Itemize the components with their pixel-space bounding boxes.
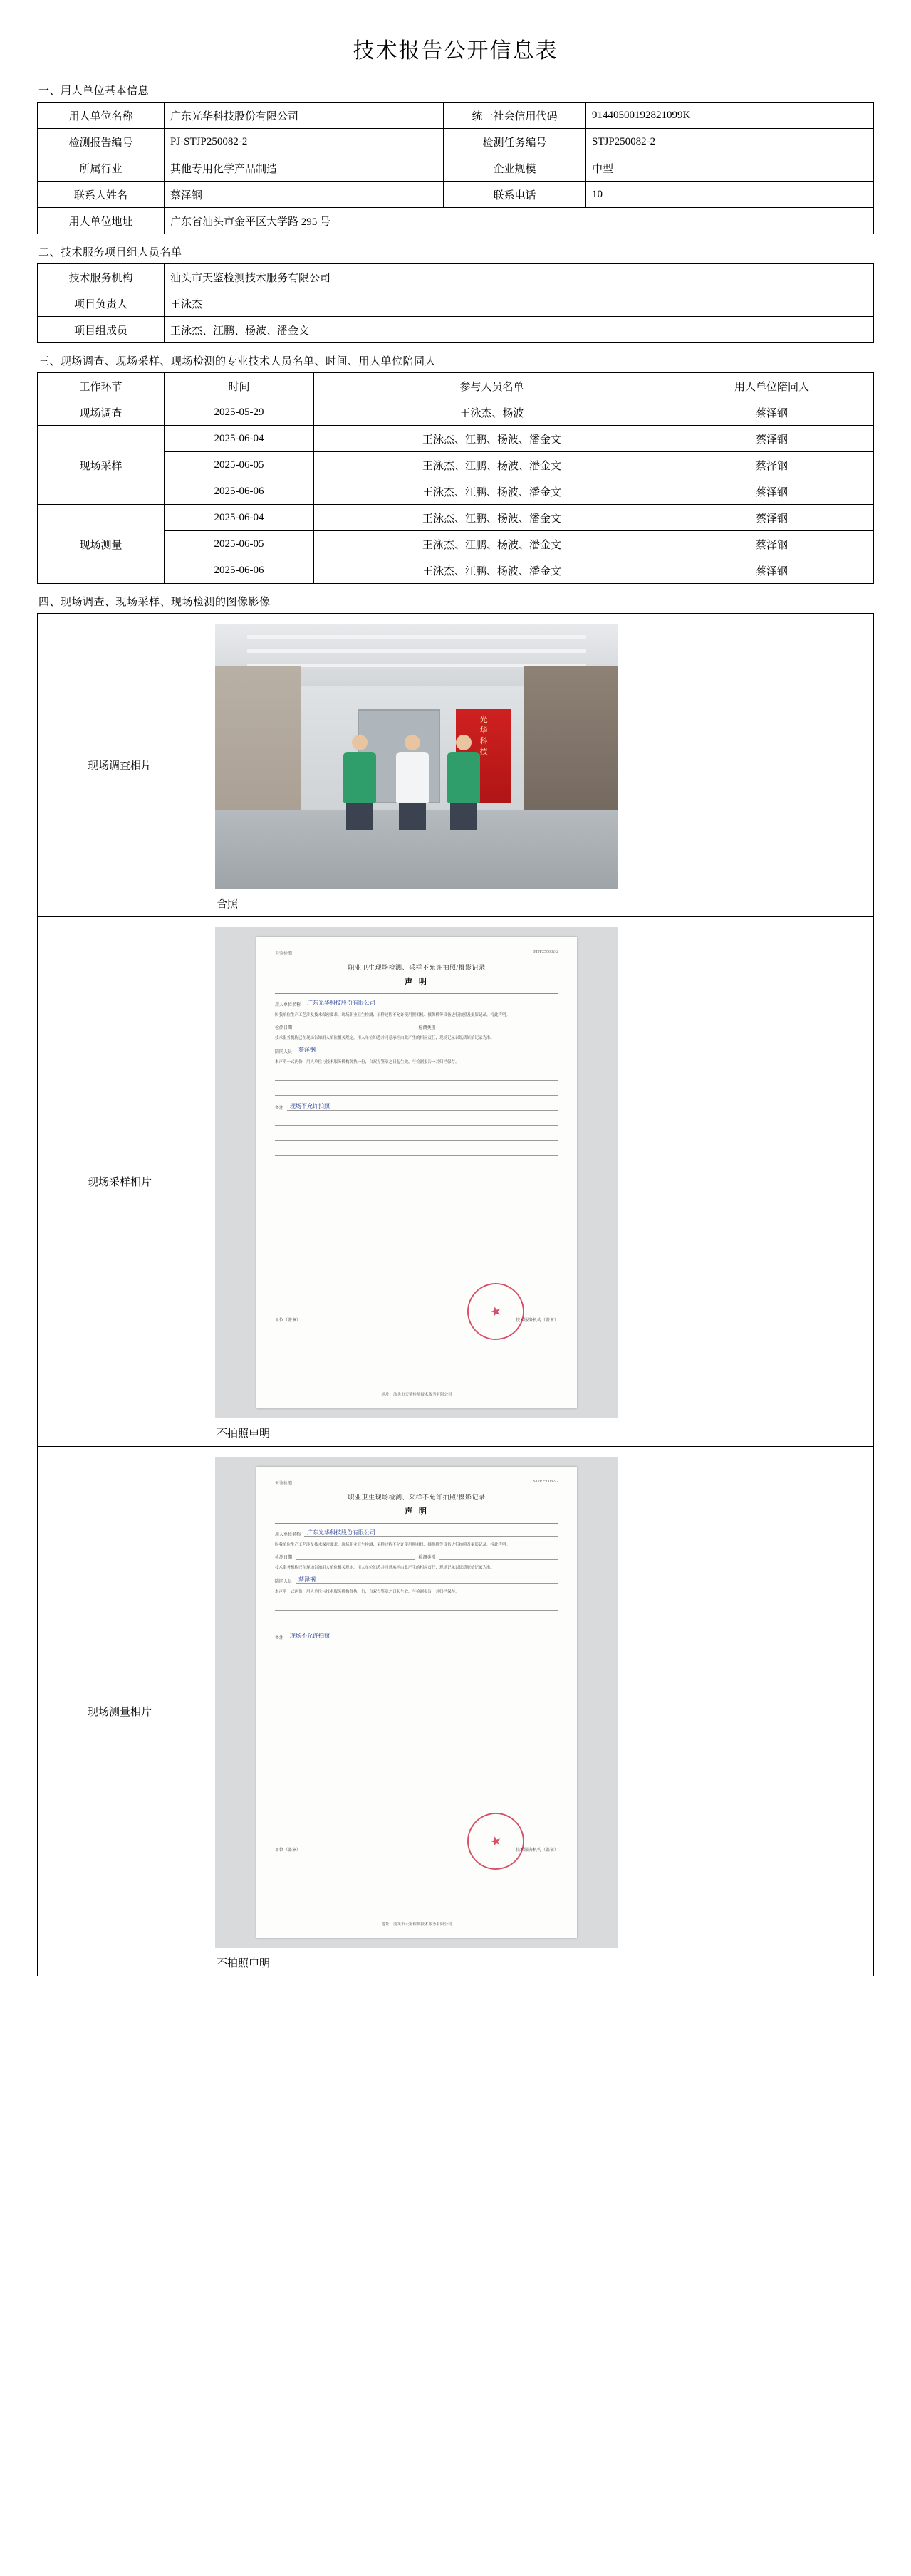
col-escort: 用人单位陪同人 bbox=[670, 373, 874, 399]
scan-subtitle: 职业卫生现场检测、采样不允许拍照/摄影记录 bbox=[348, 1494, 486, 1501]
project-members-label: 项目组成员 bbox=[38, 317, 165, 343]
address-value: 广东省汕头市金平区大学路 295 号 bbox=[165, 208, 874, 234]
image-caption-sampling: 不拍照申明 bbox=[217, 1428, 271, 1440]
table-row bbox=[38, 129, 874, 155]
date-cell: 2025-06-06 bbox=[165, 478, 314, 505]
date-cell: 2025-05-29 bbox=[165, 399, 314, 426]
scan-sign-right: 技术服务机构（盖章） bbox=[515, 1319, 558, 1323]
scan-company-label: 用人单位名称 bbox=[275, 1533, 301, 1537]
report-no-value: PJ-STJP250082-2 bbox=[165, 129, 444, 155]
table-row bbox=[38, 317, 874, 343]
image-label-sampling: 现场采样相片 bbox=[38, 917, 202, 1447]
scan-subtitle: 职业卫生现场检测、采样不允许拍照/摄影记录 bbox=[348, 964, 486, 971]
people-cell: 王泳杰、江鹏、杨波、潘金文 bbox=[314, 426, 670, 452]
scanned-sheet: 天鉴检测 STJP250082-2 职业卫生现场检测、采样不允许拍照/摄影记录 声 明 用人单位名称 广东光华科技股份有限公司 因我单位生产工艺涉及技术保密要求，现场职业卫生检测、采样过程不允许使用照相机、摄像机等设备进行拍照及摄影记录，特此声明。 检测日期 检测类别 技术服务机构已在现场告知用人单位相关规定，用人单位知悉并同意承担由此产生的相应责任，现场记录以纸质原始记录为准。 陪同人员 蔡泽钢 本声明一式两份，用人单位与技术服务机构各执一份，自双方签章之日起生效，与检测报告一并归档保存。 备注 现场不允许拍照 单位（盖章） 技术服务机构（盖章） ★ 地址：汕头市天鉴检测技术服务有限公司 bbox=[256, 937, 577, 1408]
site-survey-photo bbox=[215, 624, 618, 889]
scan-title: 声 明 bbox=[405, 1507, 429, 1516]
employer-name-label: 用人单位名称 bbox=[38, 103, 165, 129]
table-row bbox=[38, 182, 874, 208]
red-banner: 光 华 科 技 bbox=[456, 709, 511, 803]
enterprise-scale-value: 中型 bbox=[586, 155, 874, 182]
stage-cell: 现场测量 bbox=[38, 505, 165, 584]
image-row bbox=[38, 917, 874, 1447]
image-caption-measurement: 不拍照申明 bbox=[217, 1958, 271, 1969]
scan-company-handwriting: 广东光华科技股份有限公司 bbox=[304, 999, 558, 1007]
escort-cell: 蔡泽钢 bbox=[670, 531, 874, 557]
people-cell: 王泳杰、江鹏、杨波、潘金文 bbox=[314, 452, 670, 478]
date-cell: 2025-06-06 bbox=[165, 557, 314, 584]
image-caption-survey: 合照 bbox=[217, 899, 239, 910]
contact-phone-label: 联系电话 bbox=[444, 182, 586, 208]
phone-suffix: 0 bbox=[597, 188, 603, 200]
contact-name-value: 蔡泽钢 bbox=[165, 182, 444, 208]
task-no-value: STJP250082-2 bbox=[586, 129, 874, 155]
date-cell: 2025-06-05 bbox=[165, 531, 314, 557]
image-row bbox=[38, 1447, 874, 1976]
enterprise-scale-label: 企业规模 bbox=[444, 155, 586, 182]
image-row bbox=[38, 614, 874, 917]
people-cell: 王泳杰、江鹏、杨波、潘金文 bbox=[314, 478, 670, 505]
project-members-value: 王泳杰、江鹏、杨波、潘金文 bbox=[165, 317, 874, 343]
service-org-value: 汕头市天鉴检测技术服务有限公司 bbox=[165, 264, 874, 290]
fieldwork-table bbox=[37, 372, 874, 584]
image-label-measurement: 现场测量相片 bbox=[38, 1447, 202, 1976]
people-cell: 王泳杰、杨波 bbox=[314, 399, 670, 426]
scan-header-right: STJP250082-2 bbox=[533, 1480, 558, 1484]
section-1-heading: 一、用人单位基本信息 bbox=[38, 85, 150, 97]
scan-sign-right: 技术服务机构（盖章） bbox=[515, 1848, 558, 1853]
table-row bbox=[38, 208, 874, 234]
scanned-sheet: 天鉴检测 STJP250082-2 职业卫生现场检测、采样不允许拍照/摄影记录 声 明 用人单位名称 广东光华科技股份有限公司 因我单位生产工艺涉及技术保密要求，现场职业卫生检测、采样过程不允许使用照相机、摄像机等设备进行拍照及摄影记录，特此声明。 检测日期 检测类别 技术服务机构已在现场告知用人单位相关规定，用人单位知悉并同意承担由此产生的相应责任，现场记录以纸质原始记录为准。 陪同人员 蔡泽钢 本声明一式两份，用人单位与技术服务机构各执一份，自双方签章之日起生效，与检测报告一并归档保存。 备注 现场不允许拍照 单位（盖章） 技术服务机构（盖章） ★ 地址：汕头市天鉴检测技术服务有限公司 bbox=[256, 1467, 577, 1938]
phone-prefix: 1 bbox=[592, 188, 598, 200]
contact-name-label: 联系人姓名 bbox=[38, 182, 165, 208]
report-no-label: 检测报告编号 bbox=[38, 129, 165, 155]
table-row bbox=[38, 103, 874, 129]
image-block bbox=[202, 624, 873, 911]
task-no-label: 检测任务编号 bbox=[444, 129, 586, 155]
scan-header-left: 天鉴检测 bbox=[275, 952, 293, 956]
section-3-heading: 三、现场调查、现场采样、现场检测的专业技术人员名单、时间、用人单位陪同人 bbox=[38, 356, 437, 367]
scan-company-label: 用人单位名称 bbox=[275, 1003, 301, 1007]
scan-header-right: STJP250082-2 bbox=[533, 950, 558, 954]
employer-info-table bbox=[37, 102, 874, 234]
credit-code-value: 91440500192821099K bbox=[586, 103, 874, 129]
table-row bbox=[38, 155, 874, 182]
contact-phone-value bbox=[586, 182, 874, 208]
col-stage: 工作环节 bbox=[38, 373, 165, 399]
scan-footer: 地址：汕头市天鉴检测技术服务有限公司 bbox=[381, 1393, 452, 1397]
table-header-row bbox=[38, 373, 874, 399]
person-left bbox=[340, 735, 379, 829]
image-block bbox=[202, 1457, 873, 1970]
section-4-heading: 四、现场调查、现场采样、现场检测的图像影像 bbox=[38, 597, 271, 608]
address-label: 用人单位地址 bbox=[38, 208, 165, 234]
industry-label: 所属行业 bbox=[38, 155, 165, 182]
field-images-table bbox=[37, 613, 874, 1976]
date-cell: 2025-06-05 bbox=[165, 452, 314, 478]
people-cell: 王泳杰、江鹏、杨波、潘金文 bbox=[314, 557, 670, 584]
date-cell: 2025-06-04 bbox=[165, 505, 314, 531]
escort-cell: 蔡泽钢 bbox=[670, 452, 874, 478]
escort-cell: 蔡泽钢 bbox=[670, 399, 874, 426]
credit-code-label: 统一社会信用代码 bbox=[444, 103, 586, 129]
red-seal-stamp: ★ bbox=[462, 1277, 531, 1346]
scan-sign-left: 单位（盖章） bbox=[275, 1848, 301, 1853]
scan-title: 声 明 bbox=[405, 978, 429, 986]
project-lead-value: 王泳杰 bbox=[165, 290, 874, 317]
sampling-declaration-scan bbox=[215, 927, 618, 1418]
table-row bbox=[38, 426, 874, 452]
page-title: 技术报告公开信息表 bbox=[353, 39, 558, 63]
red-seal-stamp: ★ bbox=[462, 1807, 531, 1876]
scan-company-handwriting: 广东光华科技股份有限公司 bbox=[304, 1529, 558, 1537]
scan-footer: 地址：汕头市天鉴检测技术服务有限公司 bbox=[381, 1922, 452, 1927]
image-label-survey: 现场调查相片 bbox=[38, 614, 202, 917]
table-row bbox=[38, 290, 874, 317]
scan-header-left: 天鉴检测 bbox=[275, 1482, 293, 1486]
table-row bbox=[38, 399, 874, 426]
escort-cell: 蔡泽钢 bbox=[670, 557, 874, 584]
table-row bbox=[38, 264, 874, 290]
industry-value: 其他专用化学产品制造 bbox=[165, 155, 444, 182]
person-right bbox=[444, 735, 483, 829]
people-cell: 王泳杰、江鹏、杨波、潘金文 bbox=[314, 531, 670, 557]
image-block bbox=[202, 927, 873, 1440]
col-date: 时间 bbox=[165, 373, 314, 399]
escort-cell: 蔡泽钢 bbox=[670, 478, 874, 505]
service-org-label: 技术服务机构 bbox=[38, 264, 165, 290]
stage-cell: 现场采样 bbox=[38, 426, 165, 505]
stage-cell: 现场调查 bbox=[38, 399, 165, 426]
scan-sign-left: 单位（盖章） bbox=[275, 1319, 301, 1323]
people-cell: 王泳杰、江鹏、杨波、潘金文 bbox=[314, 505, 670, 531]
team-table bbox=[37, 263, 874, 343]
employer-name-value: 广东光华科技股份有限公司 bbox=[165, 103, 444, 129]
person-center bbox=[393, 735, 432, 829]
escort-cell: 蔡泽钢 bbox=[670, 426, 874, 452]
date-cell: 2025-06-04 bbox=[165, 426, 314, 452]
section-2-heading: 二、技术服务项目组人员名单 bbox=[38, 247, 182, 258]
project-lead-label: 项目负责人 bbox=[38, 290, 165, 317]
escort-cell: 蔡泽钢 bbox=[670, 505, 874, 531]
col-people: 参与人员名单 bbox=[314, 373, 670, 399]
measurement-declaration-scan bbox=[215, 1457, 618, 1948]
table-row bbox=[38, 505, 874, 531]
